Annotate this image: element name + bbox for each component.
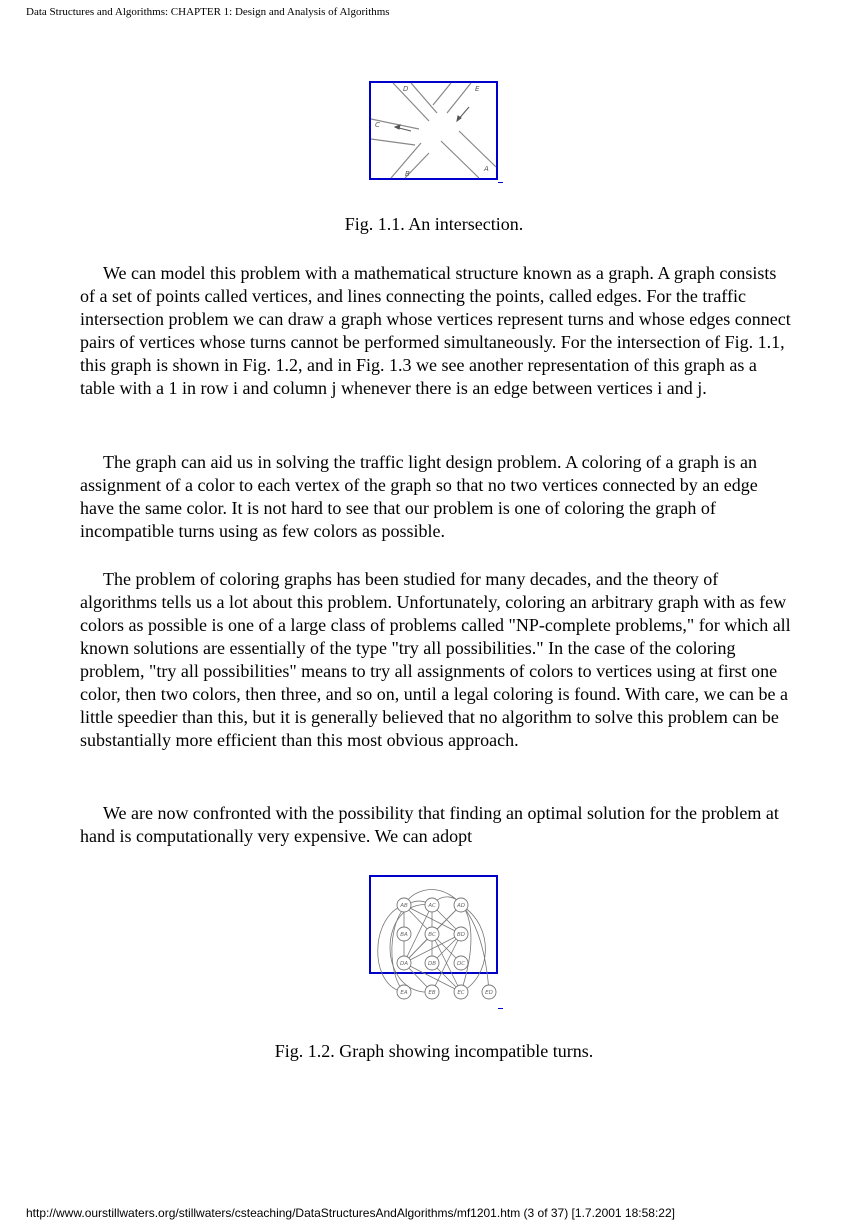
figure2-caption: Fig. 1.2. Graph showing incompatible turns. — [274, 1041, 594, 1061]
figure1-link-underline[interactable] — [498, 181, 503, 183]
intersection-drawing — [371, 83, 496, 178]
fig1-label-d: D — [403, 85, 409, 93]
figure2-link-underline[interactable] — [498, 1007, 503, 1009]
svg-text:EC: EC — [457, 990, 465, 997]
figure-intersection-image[interactable] — [369, 81, 498, 180]
fig1-label-c: C — [375, 121, 380, 129]
graph-node-ea — [397, 985, 411, 999]
incompatible-turns-graph — [371, 877, 496, 1004]
graph-node-da — [397, 956, 411, 970]
paragraph-2: The graph can aid us in solving the traffic light design problem. A coloring of a graph is an assignment of a color to each vertex of the graph so that no two vertices connected by an edge have the same color. It is not hard to see that our problem is one of coloring the graph of incompatible turns using as few colors as possible. — [80, 452, 758, 541]
svg-text:BC: BC — [428, 932, 436, 939]
paragraph-3: The problem of coloring graphs has been studied for many decades, and the theory of algorithms tells us a lot about this problem. Unfortunately, coloring an arbitrary graph with as few colors as possible is one of a large class of problems called "NP-complete problems," for which all known solutions are essentially of the type "try all possibilities." In the case of the coloring problem, "try all possibilities" means to try all assignments of colors to vertices using at first one color, then two colors, then three, and so on, until a legal coloring is found. With care, we can be a little speedier than this, but it is generally believed that no algorithm to solve this problem can be substantially more efficient than this most obvious approach. — [80, 569, 791, 750]
fig1-label-a: A — [484, 165, 489, 173]
svg-text:BD: BD — [456, 932, 466, 939]
svg-text:DC: DC — [456, 961, 466, 968]
fig1-label-b: B — [405, 170, 410, 178]
svg-text:AB: AB — [400, 903, 408, 910]
figure1-caption: Fig. 1.1. An intersection. — [344, 214, 524, 234]
page-header: Data Structures and Algorithms: CHAPTER 1: Design and Analysis of Algorithms — [26, 6, 390, 18]
graph-node-bd — [454, 927, 468, 941]
svg-text:DA: DA — [400, 961, 408, 968]
graph-node-ad — [454, 898, 468, 912]
graph-node-ab — [397, 898, 411, 912]
graph-node-db — [425, 956, 439, 970]
graph-node-ed — [482, 985, 496, 999]
paragraph-1: We can model this problem with a mathematical structure known as a graph. A graph consists of a set of points called vertices, and lines connecting the points, called edges. For the traffic intersection problem we can draw a graph whose vertices represent turns and whose edges connect pairs of vertices whose turns cannot be performed simultaneously. For the intersection of Fig. 1.1, this graph is shown in Fig. 1.2, and in Fig. 1.3 we see another representation of this graph as a table with a 1 in row i and column j whenever there is an edge between vertices i and j. — [80, 263, 791, 398]
graph-node-eb — [425, 985, 439, 999]
svg-text:AD: AD — [457, 903, 465, 910]
svg-text:EA: EA — [400, 990, 408, 997]
graph-node-bc — [425, 927, 439, 941]
figure-graph-image[interactable] — [369, 875, 498, 997]
svg-text:DB: DB — [427, 961, 437, 968]
paragraph-4: We are now confronted with the possibility that finding an optimal solution for the problem at hand is computationally very expensive. We can adopt — [80, 803, 779, 846]
svg-text:BA: BA — [400, 932, 408, 939]
svg-text:ED: ED — [485, 990, 493, 997]
graph-node-ba — [397, 927, 411, 941]
page-footer-url: http://www.ourstillwaters.org/stillwaters/csteaching/DataStructuresAndAlgorithms/mf1201.htm (3 of 37) [1.7.2001 18:58:22] — [26, 1206, 675, 1220]
graph-node-ec — [454, 985, 468, 999]
fig1-label-e: E — [475, 85, 480, 93]
graph-node-dc — [454, 956, 468, 970]
svg-text:AC: AC — [428, 903, 436, 910]
svg-text:EB: EB — [428, 990, 436, 997]
graph-node-ac — [425, 898, 439, 912]
